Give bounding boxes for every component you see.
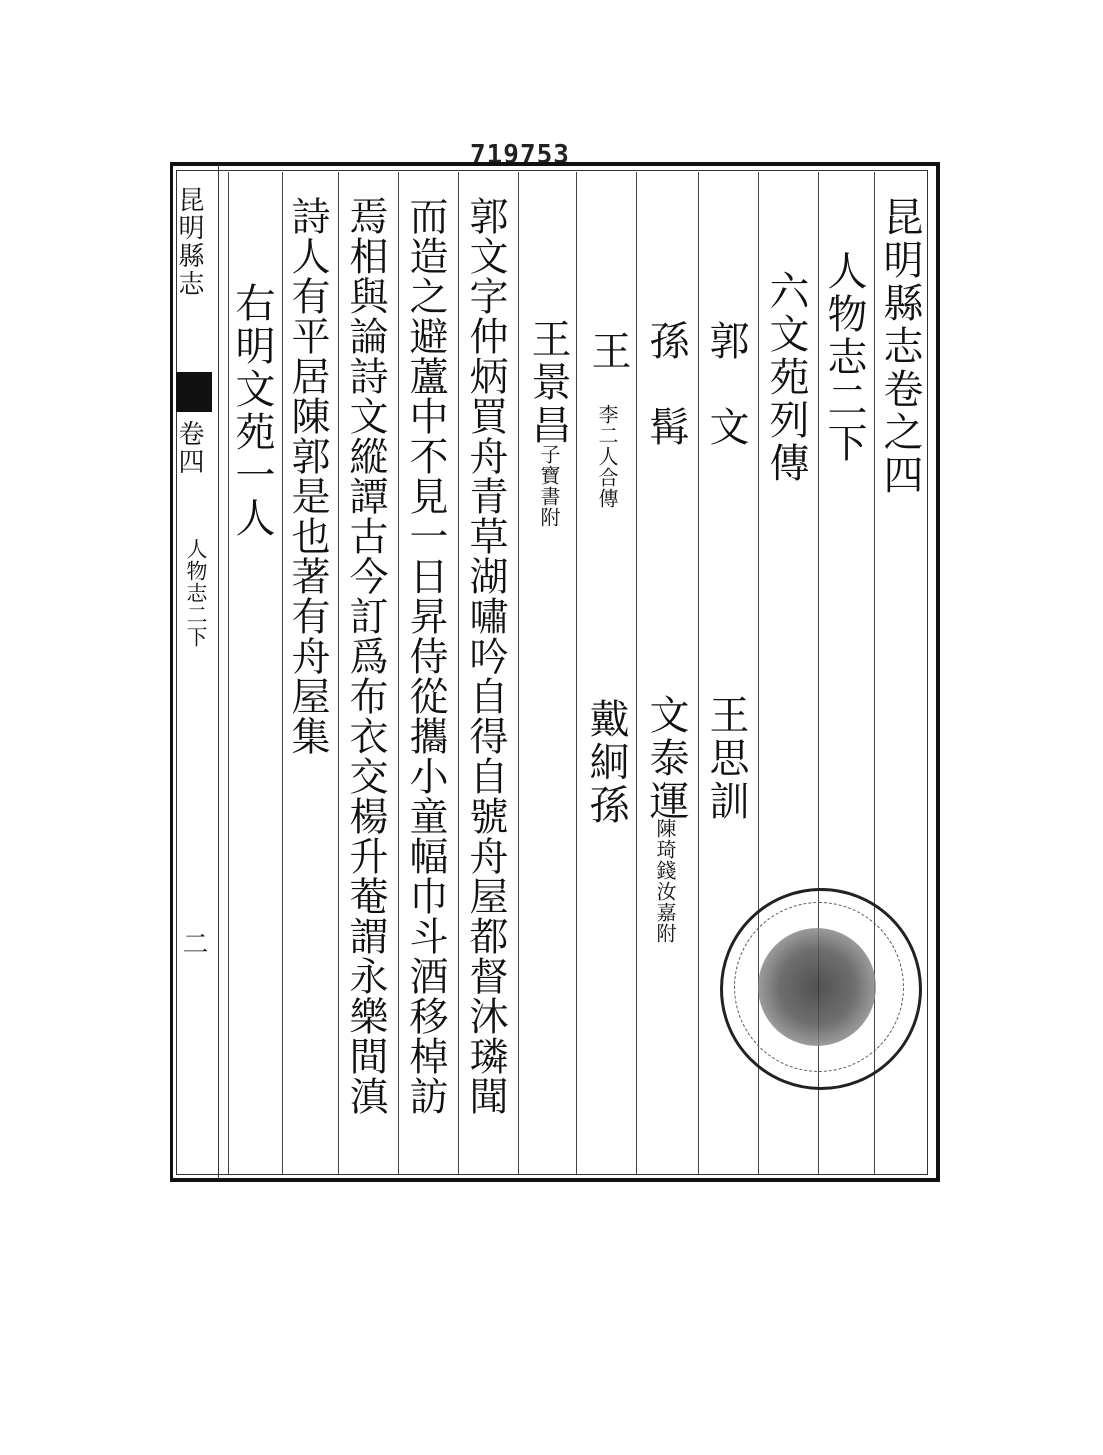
column-rule	[576, 172, 577, 1174]
column-rule	[282, 172, 283, 1174]
fish-tail-mark	[176, 372, 212, 412]
toc-entry-top: 王景昌	[525, 318, 571, 447]
catalog-number: 719753	[470, 140, 570, 170]
banxin-volume: 卷四	[174, 420, 204, 476]
body-text-line: 詩人有平居陳郭是也著有舟屋集	[285, 196, 330, 756]
toc-entry-note: 陳琦錢汝嘉附	[653, 818, 677, 944]
toc-entry-bottom: 戴絅孫	[583, 698, 629, 827]
column-rule	[338, 172, 339, 1174]
column-rule	[636, 172, 637, 1174]
toc-entry-top: 孫 髯	[643, 320, 689, 449]
section-closing-note: 右明文苑一人	[229, 282, 275, 540]
toc-entry-note: 李二人合傳	[595, 404, 619, 509]
chapter-title: 人物志二下	[821, 250, 867, 465]
column-rule	[518, 172, 519, 1174]
body-text-line: 而造之避蘆中不見一日昇侍從攜小童幅巾斗酒移棹訪	[403, 196, 448, 1116]
center-fold-column	[172, 166, 219, 1178]
volume-title: 昆明縣志卷之四	[877, 196, 923, 497]
library-seal-center	[758, 928, 876, 1046]
section-title: 六文苑列傳	[763, 270, 809, 485]
body-text-line: 焉相與論詩文縱譚古今訂爲布衣交楊升菴謂永樂間滇	[343, 196, 388, 1116]
banxin-title: 昆明縣志	[174, 186, 204, 298]
toc-entry-bottom: 文泰運	[643, 694, 689, 823]
toc-entry-note: 子寶書附	[537, 444, 561, 528]
body-text-line: 郭文字仲炳買舟青草湖嘯吟自得自號舟屋都督沐璘聞	[463, 196, 508, 1116]
column-rule	[458, 172, 459, 1174]
banxin-page-number: 二	[178, 930, 208, 958]
toc-entry-bottom: 王思訓	[703, 694, 749, 823]
column-rule	[698, 172, 699, 1174]
toc-entry-top: 郭 文	[703, 320, 749, 449]
column-rule	[398, 172, 399, 1174]
toc-entry-top: 王	[585, 330, 631, 373]
banxin-section: 人物志二下	[184, 538, 208, 648]
